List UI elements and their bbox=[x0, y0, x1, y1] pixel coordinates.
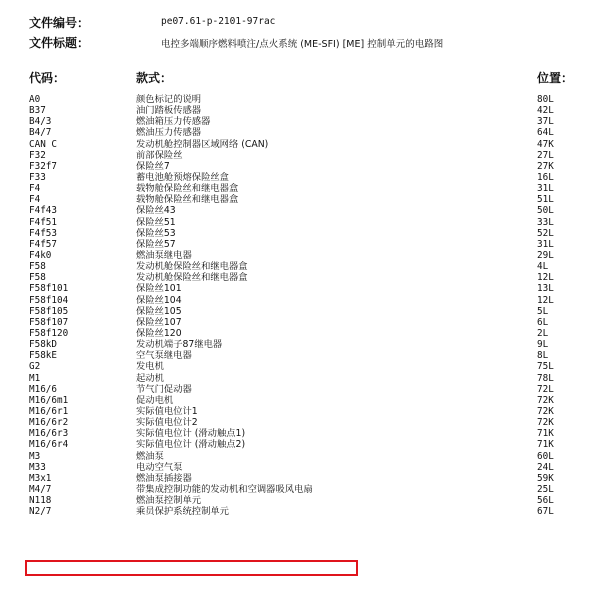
row-code: M16/6r4 bbox=[29, 439, 69, 451]
row-position: 72K bbox=[537, 405, 554, 417]
row-position: 47K bbox=[537, 138, 554, 150]
row-description: 保险丝53 bbox=[136, 227, 176, 239]
row-description: 保险丝107 bbox=[136, 316, 182, 328]
table-row bbox=[0, 428, 602, 439]
row-description: 实际值电位计2 bbox=[136, 417, 198, 429]
table-row bbox=[0, 473, 602, 484]
row-description: 载物舱保险丝和继电器盒 bbox=[136, 183, 239, 195]
row-code: B4/7 bbox=[29, 127, 52, 139]
column-header-pos: 位置： bbox=[537, 71, 574, 85]
row-position: 71K bbox=[537, 439, 554, 451]
row-code: M16/6m1 bbox=[29, 394, 69, 406]
column-header-desc: 款式： bbox=[136, 71, 173, 85]
row-description: 保险丝51 bbox=[136, 216, 176, 228]
row-description: 实际值电位计1 bbox=[136, 405, 198, 417]
row-position: 29L bbox=[537, 249, 554, 261]
row-position: 33L bbox=[537, 216, 554, 228]
row-code: F58f104 bbox=[29, 294, 69, 306]
row-position: 37L bbox=[537, 116, 554, 128]
row-position: 27L bbox=[537, 149, 554, 161]
table-row bbox=[0, 105, 602, 116]
table-row bbox=[0, 328, 602, 339]
file-title-row bbox=[29, 34, 89, 51]
row-position: 9L bbox=[537, 339, 549, 351]
table-row bbox=[0, 406, 602, 417]
row-code: M16/6 bbox=[29, 383, 57, 395]
row-description: 颜色标记的说明 bbox=[136, 94, 202, 105]
row-code: F4f53 bbox=[29, 227, 57, 239]
row-description: 保险丝7 bbox=[136, 160, 170, 172]
file-title-label: 文件标题： bbox=[29, 36, 90, 50]
row-code: F32f7 bbox=[29, 160, 57, 172]
row-code: N118 bbox=[29, 495, 52, 507]
file-number-row bbox=[29, 14, 89, 31]
row-code: F4f43 bbox=[29, 205, 57, 217]
row-position: 72K bbox=[537, 417, 554, 429]
row-position: 6L bbox=[537, 316, 549, 328]
table-row bbox=[0, 339, 602, 350]
row-description: 发动机舱保险丝和继电器盒 bbox=[136, 272, 248, 284]
row-code: M33 bbox=[29, 461, 46, 473]
row-code: M16/6r1 bbox=[29, 405, 69, 417]
highlight-box bbox=[25, 560, 358, 576]
row-description: 保险丝57 bbox=[136, 238, 176, 250]
row-description: 燃油压力传感器 bbox=[136, 127, 202, 139]
row-position: 4L bbox=[537, 261, 549, 273]
row-description: 燃油泵插接器 bbox=[136, 472, 192, 484]
file-number-label: 文件编号： bbox=[29, 16, 90, 30]
row-position: 16L bbox=[537, 171, 554, 183]
row-position: 78L bbox=[537, 372, 554, 384]
row-code: F4k0 bbox=[29, 249, 52, 261]
row-code: F32 bbox=[29, 149, 46, 161]
table-row bbox=[0, 183, 602, 194]
row-code: F58kD bbox=[29, 339, 57, 351]
row-position: 13L bbox=[537, 283, 554, 295]
table-row bbox=[0, 373, 602, 384]
row-description: 实际值电位计 (滑动触点2) bbox=[136, 439, 246, 451]
table-row bbox=[0, 239, 602, 250]
row-code: F4f57 bbox=[29, 238, 57, 250]
table-row bbox=[0, 506, 602, 517]
row-position: 12L bbox=[537, 272, 554, 284]
row-code: F4 bbox=[29, 183, 41, 195]
table-row bbox=[0, 395, 602, 406]
row-code: B37 bbox=[29, 105, 46, 117]
table-row bbox=[0, 228, 602, 239]
row-position: 59K bbox=[537, 472, 554, 484]
table-row bbox=[0, 295, 602, 306]
row-code: CAN C bbox=[29, 138, 57, 150]
table-row bbox=[0, 272, 602, 283]
row-position: 25L bbox=[537, 483, 554, 495]
row-description: 带集成控制功能的发动机和空调器吸风电扇 bbox=[136, 483, 313, 495]
row-code: F4f51 bbox=[29, 216, 57, 228]
file-title-value: 电控多端顺序燃料喷注/点火系统 (ME-SFI) [ME] 控制单元的电路图 bbox=[161, 39, 444, 50]
row-code: A0 bbox=[29, 94, 41, 105]
row-position: 42L bbox=[537, 105, 554, 117]
row-position: 5L bbox=[537, 305, 549, 317]
row-position: 60L bbox=[537, 450, 554, 462]
row-description: 燃油泵控制单元 bbox=[136, 495, 202, 507]
row-code: F58kE bbox=[29, 350, 57, 362]
file-number-value: pe07.61-p-2101-97rac bbox=[161, 16, 276, 27]
row-code: B4/3 bbox=[29, 116, 52, 128]
row-position: 24L bbox=[537, 461, 554, 473]
row-description: 燃油泵继电器 bbox=[136, 249, 192, 261]
table-row bbox=[0, 205, 602, 216]
row-position: 51L bbox=[537, 194, 554, 206]
row-code: F58 bbox=[29, 272, 46, 284]
row-description: 保险丝43 bbox=[136, 205, 176, 217]
table-row bbox=[0, 495, 602, 506]
row-position: 80L bbox=[537, 94, 554, 105]
row-position: 72K bbox=[537, 394, 554, 406]
row-position: 50L bbox=[537, 205, 554, 217]
row-code: F58f120 bbox=[29, 327, 69, 339]
row-description: 保险丝105 bbox=[136, 305, 182, 317]
row-code: N2/7 bbox=[29, 506, 52, 518]
row-description: 促动电机 bbox=[136, 394, 174, 406]
row-description: 发电机 bbox=[136, 361, 164, 373]
row-description: 发动机舱控制器区域网络 (CAN) bbox=[136, 138, 269, 150]
table-row bbox=[0, 350, 602, 361]
row-code: F58f105 bbox=[29, 305, 69, 317]
table-row bbox=[0, 484, 602, 495]
table-row bbox=[0, 250, 602, 261]
row-code: M4/7 bbox=[29, 483, 52, 495]
row-code: F33 bbox=[29, 171, 46, 183]
row-description: 发动机端子87继电器 bbox=[136, 339, 223, 351]
row-position: 2L bbox=[537, 327, 549, 339]
row-code: F58f101 bbox=[29, 283, 69, 295]
row-description: 实际值电位计 (滑动触点1) bbox=[136, 428, 246, 440]
row-position: 12L bbox=[537, 294, 554, 306]
row-code: M16/6r3 bbox=[29, 428, 69, 440]
row-code: M1 bbox=[29, 372, 41, 384]
row-description: 前部保险丝 bbox=[136, 149, 183, 161]
row-description: 燃油泵 bbox=[136, 450, 164, 462]
row-description: 起动机 bbox=[136, 372, 164, 384]
table-row bbox=[0, 172, 602, 183]
row-code: M3 bbox=[29, 450, 41, 462]
table-row bbox=[0, 417, 602, 428]
table-row bbox=[0, 94, 602, 105]
table-row bbox=[0, 127, 602, 138]
table-row bbox=[0, 306, 602, 317]
table-row bbox=[0, 462, 602, 473]
row-position: 8L bbox=[537, 350, 549, 362]
row-description: 保险丝104 bbox=[136, 294, 182, 306]
table-row bbox=[0, 116, 602, 127]
row-position: 31L bbox=[537, 238, 554, 250]
row-code: F58 bbox=[29, 261, 46, 273]
table-row bbox=[0, 317, 602, 328]
row-description: 油门踏板传感器 bbox=[136, 105, 202, 117]
row-position: 75L bbox=[537, 361, 554, 373]
row-description: 空气泵继电器 bbox=[136, 350, 192, 362]
row-description: 蓄电池舱预熔保险丝盒 bbox=[136, 171, 229, 183]
row-position: 27K bbox=[537, 160, 554, 172]
table-row bbox=[0, 283, 602, 294]
row-code: F58f107 bbox=[29, 316, 69, 328]
row-description: 保险丝120 bbox=[136, 327, 182, 339]
column-header-code: 代码： bbox=[29, 71, 66, 85]
row-description: 保险丝101 bbox=[136, 283, 182, 295]
row-description: 节气门促动器 bbox=[136, 383, 192, 395]
table-row bbox=[0, 439, 602, 450]
table-row bbox=[0, 261, 602, 272]
row-description: 载物舱保险丝和继电器盒 bbox=[136, 194, 239, 206]
row-code: M16/6r2 bbox=[29, 417, 69, 429]
row-description: 发动机舱保险丝和继电器盒 bbox=[136, 261, 248, 273]
table-row bbox=[0, 150, 602, 161]
table-row bbox=[0, 361, 602, 372]
table-row bbox=[0, 161, 602, 172]
table-row bbox=[0, 384, 602, 395]
row-position: 71K bbox=[537, 428, 554, 440]
component-table bbox=[0, 94, 602, 517]
row-position: 52L bbox=[537, 227, 554, 239]
row-position: 72L bbox=[537, 383, 554, 395]
row-position: 56L bbox=[537, 495, 554, 507]
row-description: 乘员保护系统控制单元 bbox=[136, 506, 229, 518]
table-row bbox=[0, 451, 602, 462]
row-position: 67L bbox=[537, 506, 554, 518]
row-code: F4 bbox=[29, 194, 41, 206]
table-row bbox=[0, 217, 602, 228]
row-description: 燃油箱压力传感器 bbox=[136, 116, 211, 128]
row-description: 电动空气泵 bbox=[136, 461, 183, 473]
row-code: M3x1 bbox=[29, 472, 52, 484]
table-row bbox=[0, 139, 602, 150]
row-position: 64L bbox=[537, 127, 554, 139]
table-row bbox=[0, 194, 602, 205]
row-code: G2 bbox=[29, 361, 41, 373]
row-position: 31L bbox=[537, 183, 554, 195]
